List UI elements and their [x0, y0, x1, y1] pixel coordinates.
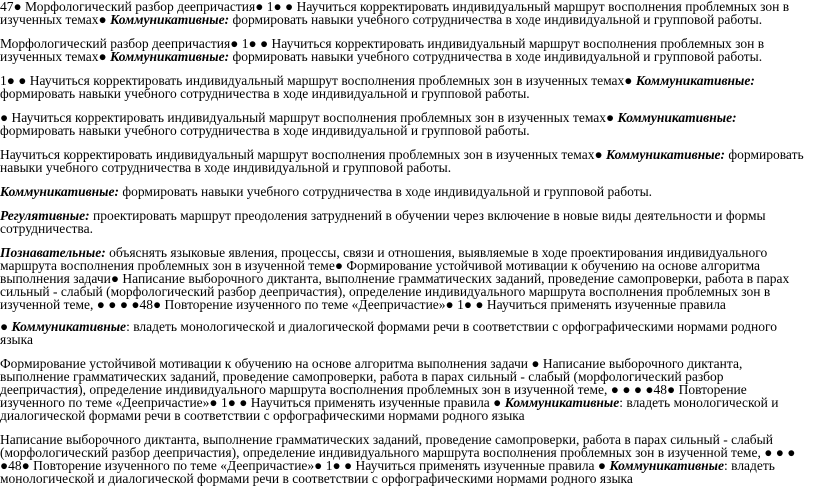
label-kommunikativnye: Коммуникативные: [617, 110, 737, 125]
paragraph-text: формировать навыки учебного сотрудничества в ходе индивидуальной и групповой работы. [229, 12, 763, 27]
paragraph-text: проектировать маршрут преодоления затруднений в обучении через включение в новые виды деятельности и формы сотрудничества. [0, 208, 766, 236]
paragraph-5 [0, 148, 816, 174]
paragraph-9 [0, 320, 816, 346]
label-kommunikativnye: Коммуникативные: [635, 73, 755, 88]
paragraph-7 [0, 209, 816, 235]
paragraph-text: 1● ● Научиться корректировать индивидуальный маршрут восполнения проблемных зон в изученных темах● [0, 73, 636, 88]
label-regulyativnye: Регулятивные: [0, 208, 90, 223]
label-kommunikativnye: Коммуникативные [11, 319, 127, 334]
paragraph-8 [0, 246, 816, 311]
paragraph-6 [0, 185, 816, 198]
paragraph-text: ● [0, 319, 12, 334]
label-kommunikativnye: Коммуникативные: [0, 184, 120, 199]
paragraph-1 [0, 0, 816, 26]
label-kommunikativnye: Коммуникативные [609, 458, 724, 473]
paragraph-text: : владеть монологической и диалогической формами речи в соответствии с орфографическими нормами родного языка [0, 458, 775, 486]
paragraph-11 [0, 433, 816, 485]
paragraph-text: Написание выборочного диктанта, выполнение грамматических заданий, проведение самопроверки, работа в парах сильный - слабый (морфологический разбор деепричастия), определение индивидуального маршрута восполнения проблемных зон в изученной теме, ● ● ● ●48● Повторение изученного по теме «Деепричастие»● 1● ● Научиться применять изученные правила ● [0, 432, 796, 473]
paragraph-4 [0, 111, 816, 137]
label-kommunikativnye: Коммуникативные: [110, 12, 230, 27]
paragraph-text: : владеть монологической и диалогической формами речи в соответствии с орфографическими нормами родного языка [0, 319, 777, 347]
label-kommunikativnye: Коммуникативные: [110, 49, 230, 64]
paragraph-text: 47● Морфологический разбор деепричастия● 1● ● Научиться корректировать индивидуальный маршрут восполнения проблемных зон в изученных темах● [0, 0, 790, 27]
paragraph-10 [0, 357, 816, 422]
paragraph-text: Формирование устойчивой мотивации к обучению на основе алгоритма выполнения задачи ● Написание выборочного диктанта, выполнение грамматических заданий, проведение самопроверки, работа в парах сильный - слабый (морфологический разбор деепричастия), определение индивидуального маршрута восполнения проблемных зон в изученной теме, ● ● ● ●48● Повторение изученного по теме «Деепричастие»● 1● ● Научиться применять изученные правила ● [0, 356, 747, 410]
paragraph-2 [0, 37, 816, 63]
paragraph-text: формировать навыки учебного сотрудничества в ходе индивидуальной и групповой работы. [0, 86, 530, 101]
paragraph-text: формировать навыки учебного сотрудничества в ходе индивидуальной и групповой работы. [229, 49, 763, 64]
paragraph-text: формировать навыки учебного сотрудничества в ходе индивидуальной и групповой работы. [0, 123, 530, 138]
paragraph-text: ● Научиться корректировать индивидуальный маршрут восполнения проблемных зон в изученных темах● [0, 110, 618, 125]
label-poznavatelnye: Познавательные: [0, 245, 106, 260]
paragraph-text: формировать навыки учебного сотрудничества в ходе индивидуальной и групповой работы. [0, 147, 804, 175]
label-kommunikativnye: Коммуникативные: [606, 147, 726, 162]
paragraph-text: формировать навыки учебного сотрудничества в ходе индивидуальной и групповой работы. [119, 184, 653, 199]
paragraph-3 [0, 74, 816, 100]
paragraph-text: объяснять языковые явления, процессы, связи и отношения, выявляемые в ходе проектирования индивидуального маршрута восполнения проблемных зон в изученной теме● Формирование устойчивой мотивации к обучению на основе алгоритма выполнения задачи● Написание выборочного диктанта, выполнение грамматических заданий, проведение самопроверки, работа в парах сильный - слабый (морфологический разбор деепричастия), определение индивидуального маршрута восполнения проблемных зон в изученной теме, ● ● ● ●48● Повторение изученного по теме «Деепричастие»● 1● ● Научиться применять изученные правила [0, 245, 790, 312]
label-kommunikativnye: Коммуникативные [504, 395, 620, 410]
paragraph-text: Научиться корректировать индивидуальный маршрут восполнения проблемных зон в изученных темах● [0, 147, 607, 162]
paragraph-text: Морфологический разбор деепричастия● 1● ● Научиться корректировать индивидуальный маршрут восполнения проблемных зон в изученных темах● [0, 36, 765, 64]
paragraph-text: : владеть монологической и диалогической формами речи в соответствии с орфографическими нормами родного языка [0, 395, 779, 423]
